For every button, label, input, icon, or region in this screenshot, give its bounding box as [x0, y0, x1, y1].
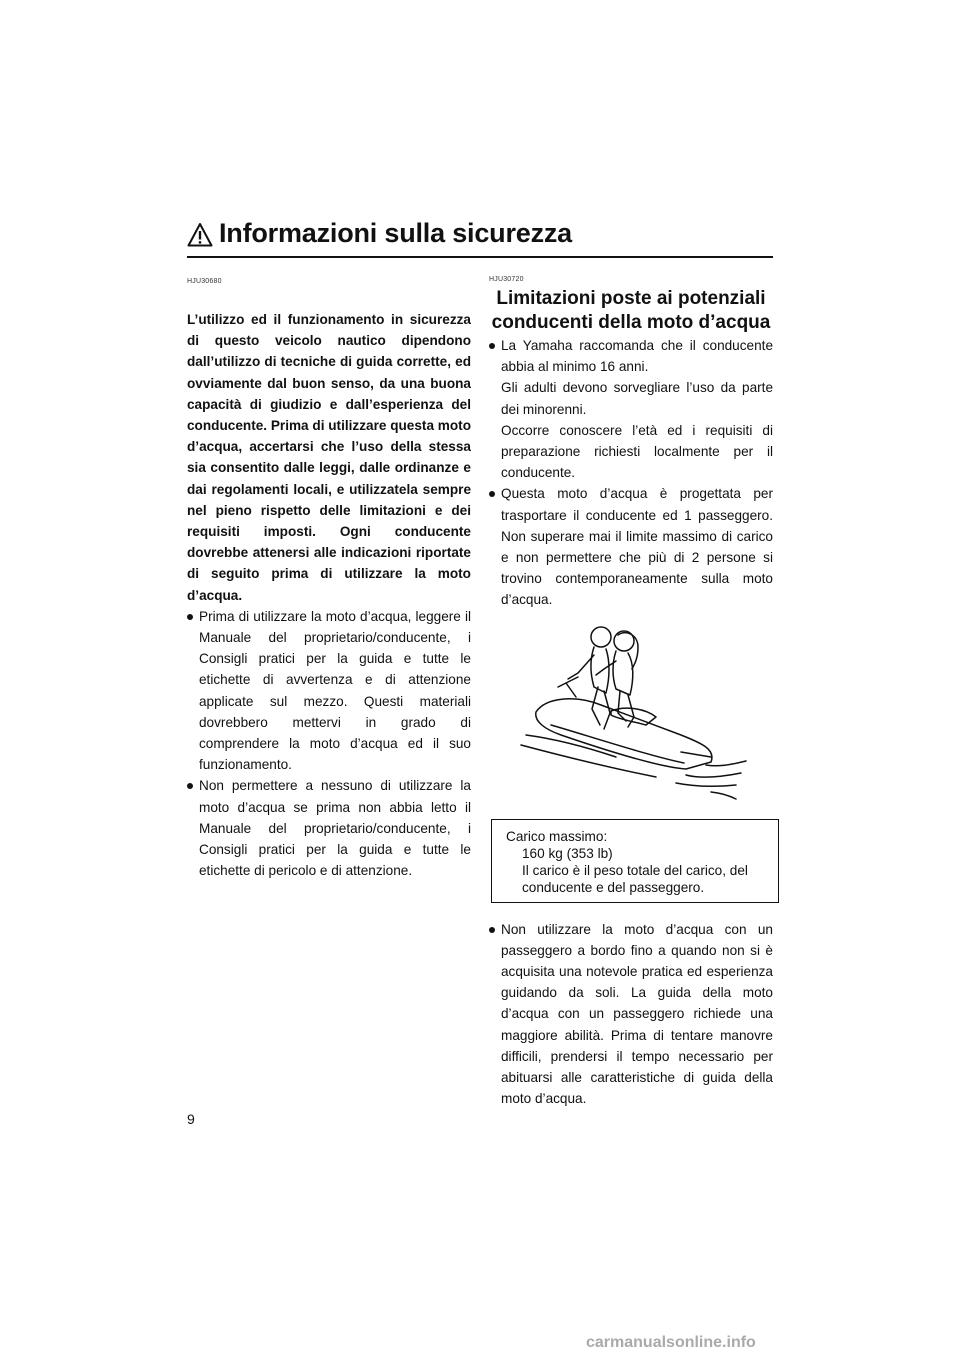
bullet-text: Occorre conoscere l’età ed i requisiti di preparazione richiesti localmente per il conducente. [501, 422, 773, 481]
bullet-text: Prima di utilizzare la moto d’acqua, leggere il Manuale del proprietario/conducente, i Consigli pratici per la guida e tutte le etichette di avvertenza e di attenzione applicate sul mezzo. Questi materiali dovrebbero mettervi in grado di comprendere la moto d’acqua ed il suo funzionamento. [199, 608, 471, 773]
list-item [187, 775, 471, 881]
watermark: carmanualsonline.info [586, 1334, 756, 1351]
bullet-dot-icon [489, 491, 495, 497]
jet-ski-illustration [506, 617, 756, 807]
bullet-dot-icon [489, 343, 495, 349]
list-item [489, 919, 773, 1110]
section-code: HJU30720 [489, 276, 524, 283]
right-bullet-list [489, 335, 773, 611]
bullet-text: Non utilizzare la moto d’acqua con un passeggero a bordo fino a quando non si è acquisita una notevole pratica ed esperienza guidando da soli. La guida della moto d’acqua con un passeggero richiede una maggiore abilità. Prima di tentare manovre difficili, prendersi il tempo necessario per abituarsi alle caratteristiche di guida della moto d’acqua. [501, 921, 773, 1107]
list-item [489, 335, 773, 483]
bullet-dot-icon [187, 783, 193, 789]
section-title: Limitazioni poste ai potenziali conducenti della moto d’acqua [491, 288, 771, 333]
spec-value: 160 kg (353 lb) [522, 845, 613, 861]
right-column [489, 276, 773, 1109]
bullet-text: La Yamaha raccomanda che il conducente abbia al minimo 16 anni. [501, 338, 773, 375]
left-column [187, 278, 471, 881]
bullet-dot-icon [489, 927, 495, 933]
warning-triangle-icon [187, 222, 213, 248]
page-number: 9 [187, 1111, 195, 1127]
section-code: HJU30680 [187, 278, 222, 285]
bullet-text: Questa moto d’acqua è progettata per trasportare il conducente ed 1 passeggero. Non superare mai il limite massimo di carico e non permettere che più di 2 persone si trovino contemporaneamente sulla moto d’acqua. [501, 486, 773, 608]
bullet-text: Non permettere a nessuno di utilizzare la moto d’acqua se prima non abbia letto il Manuale del proprietario/conducente, i Consigli pratici per la guida e tutte le etichette di pericolo e di attenzione. [199, 778, 471, 879]
max-load-spec-box [491, 819, 779, 903]
list-item [187, 606, 471, 776]
list-item [489, 483, 773, 610]
bullet-dot-icon [187, 614, 193, 620]
intro-paragraph: L’utilizzo ed il funzionamento in sicurezza di questo veicolo nautico dipendono dall’utilizzo di tecniche di guida corrette, ed ovviamente dal buon senso, da una buona capacità di giudizio e dall’esperienza del conducente. Prima di utilizzare questa moto d’acqua, accertarsi che l’uso della stessa sia consentito dalle leggi, dalle ordinanze e dai regolamenti locali, e utilizzatela sempre nel pieno rispetto delle limitazioni e dei requisiti imposti. Ogni conducente dovrebbe attenersi alle indicazioni riportate di seguito prima di utilizzare la moto d’acqua. [187, 312, 472, 603]
spec-note: Il carico è il peso totale del carico, del conducente e del passeggero. [522, 862, 748, 895]
page-title: Informazioni sulla sicurezza [219, 218, 572, 248]
spec-label: Carico massimo: [506, 828, 608, 844]
page-header [187, 220, 773, 258]
right-bullet-list-2 [489, 919, 773, 1110]
bullet-text: Gli adulti devono sorvegliare l’uso da parte dei minorenni. [501, 380, 773, 417]
left-bullet-list [187, 606, 471, 882]
